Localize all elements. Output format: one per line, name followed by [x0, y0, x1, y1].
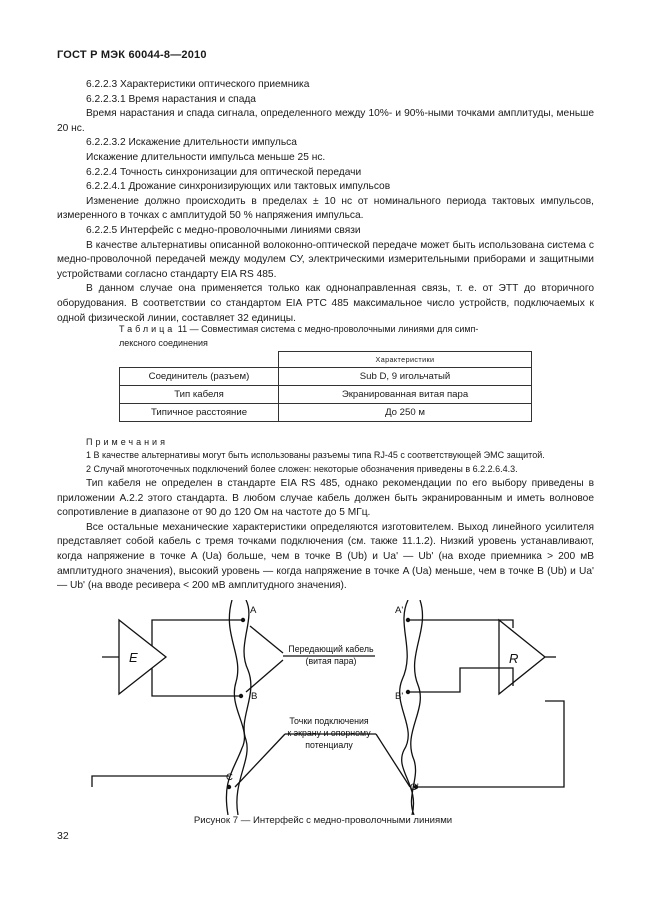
point-b2-label: B' [395, 691, 404, 702]
subsection-heading: 6.2.2.4.1 Дрожание синхронизирующих или тактовых импульсов [86, 181, 391, 193]
paragraph: Все остальные механические характеристики определяются изготовителем. Выход линейного усилителя представляет собой кабель с тремя точками подключения (см. также 11.1.2). Низкий уровень устанавливают, когда напряжение в точке A (Ua) больше, чем в точке B (Ub) и Ua' — Ub' (на входе приемника > 200 мВ амплитудного значения), высокий уровень — когда напряжение в точке A (Ua) меньше, чем в точке B (Ub) и Ua' — Ub' (на вводе ресивера < 200 мВ амплитудного значения). [57, 521, 594, 592]
leader-line [376, 734, 410, 787]
table-row [120, 368, 532, 386]
notes-block [86, 436, 596, 476]
table-cell-name: Соединитель (разъем) [120, 368, 279, 386]
table-header-empty [120, 352, 279, 368]
shield-left [92, 776, 229, 787]
table-caption [119, 323, 594, 350]
interface-diagram [0, 600, 646, 815]
point-a2-label: A' [395, 605, 404, 616]
figure-caption: Рисунок 7 — Интерфейс с медно-проволочными линиями [193, 815, 453, 826]
subsection-heading: 6.2.2.3.1 Время нарастания и спада [86, 93, 256, 105]
leader-line [235, 734, 285, 787]
receiver-triangle [499, 620, 545, 694]
note-item: 2 Случай многоточечных подключений более сложен: некоторые обозначения приведены в 6.2.2.6.4.3. [86, 463, 518, 474]
junction-b2 [406, 690, 410, 694]
cable-label: Передающий кабель [288, 644, 374, 654]
point-b-label: B [251, 691, 258, 702]
table-header-cell: Характеристики [279, 352, 532, 368]
standard-header: ГОСТ Р МЭК 60044-8—2010 [57, 49, 207, 61]
paragraph: Искажение длительности импульса меньше 25 нс. [86, 151, 326, 163]
table-cell-value: Sub D, 9 игольчатый [279, 368, 532, 386]
paragraph: В качестве альтернативы описанной волоконно-оптической передаче может быть использована система с медно-проволочной передачей между модулем СУ, электрическими измерительными приборами и защитными устройствами согласно стандарту EIA RS 485. [57, 239, 594, 280]
junction-c [227, 785, 231, 789]
note-item: 1 В качестве альтернативы могут быть использованы разъемы типа RJ-45 с соответствующей ЭМС защитой. [86, 450, 545, 461]
connection-points-label: Точки подключения [289, 716, 369, 726]
table-caption-label: Таблица [119, 324, 176, 334]
paragraph: В данном случае она применяется только как однонаправленная связь, т. е. от ЭТТ до вторичного оборудования. В соответствии со стандартом EIA PTC 485 максимальное число устройств, подключаемых к одной физической линии, составляет 32 единицы. [57, 283, 594, 324]
transmitter-label: E [129, 650, 138, 665]
section-heading: 6.2.2.3 Характеристики оптического приемника [86, 79, 310, 90]
point-a-label: A [250, 605, 257, 616]
conductor-b-left [152, 668, 241, 696]
shield-right [416, 701, 564, 787]
paragraph: Тип кабеля не определен в стандарте EIA RS 485, однако рекомендации по его выбору приведены в приложении А.2.2 этого стандарта. В любом случае кабель должен быть экранированным и иметь волновое сопротивление в диапазоне от 90 до 120 Ом на частоте до 5 МГц. [57, 478, 594, 519]
notes-heading: Примечания [86, 437, 168, 447]
table-cell-name: Тип кабеля [120, 386, 279, 404]
table-header-row [120, 352, 532, 368]
leader-line [246, 660, 283, 692]
junction-b [239, 694, 243, 698]
subsection-heading: 6.2.2.3.2 Искажение длительности импульса [86, 137, 297, 149]
compatibility-table [119, 351, 532, 422]
section-heading: 6.2.2.5 Интерфейс с медно-проволочными линиями связи [86, 224, 361, 236]
conductor-a-right [408, 620, 513, 628]
leader-line [250, 626, 283, 653]
table-cell-value: До 250 м [279, 404, 532, 422]
table-row [120, 386, 532, 404]
table-cell-name: Типичное расстояние [120, 404, 279, 422]
connection-points-label-3: потенциалу [305, 740, 353, 750]
section-text-2 [57, 477, 594, 594]
point-c-label: C [226, 772, 233, 783]
page-number: 32 [57, 830, 69, 842]
connection-points-label-2: к экрану и опорному [287, 728, 371, 738]
paragraph: Изменение должно происходить в пределах ± 10 нс от номинального периода тактовых импульсов, измеренного в точках с амплитудой 50 % напряжения импульса. [57, 195, 594, 222]
section-text [57, 78, 594, 326]
section-heading: 6.2.2.4 Точность синхронизации для оптической передачи [86, 166, 362, 178]
table-cell-value: Экранированная витая пара [279, 386, 532, 404]
paragraph: Время нарастания и спада сигнала, определенного между 10%- и 90%-ными точками амплитуды, меньше 20 нс. [57, 108, 594, 134]
table-caption-text: 11 — Совместимая система с медно-проволочными линиями для симп- [175, 324, 479, 334]
table-row [120, 404, 532, 422]
point-c2-label: C' [410, 782, 419, 793]
table-caption-text-2: лексного соединения [119, 337, 208, 348]
receiver-label: R [509, 651, 519, 666]
junction-a [241, 618, 245, 622]
conductor-b-right [408, 668, 513, 692]
transmitter-triangle [119, 620, 166, 694]
cable-label-2: (витая пара) [305, 656, 357, 666]
junction-a2 [406, 618, 410, 622]
